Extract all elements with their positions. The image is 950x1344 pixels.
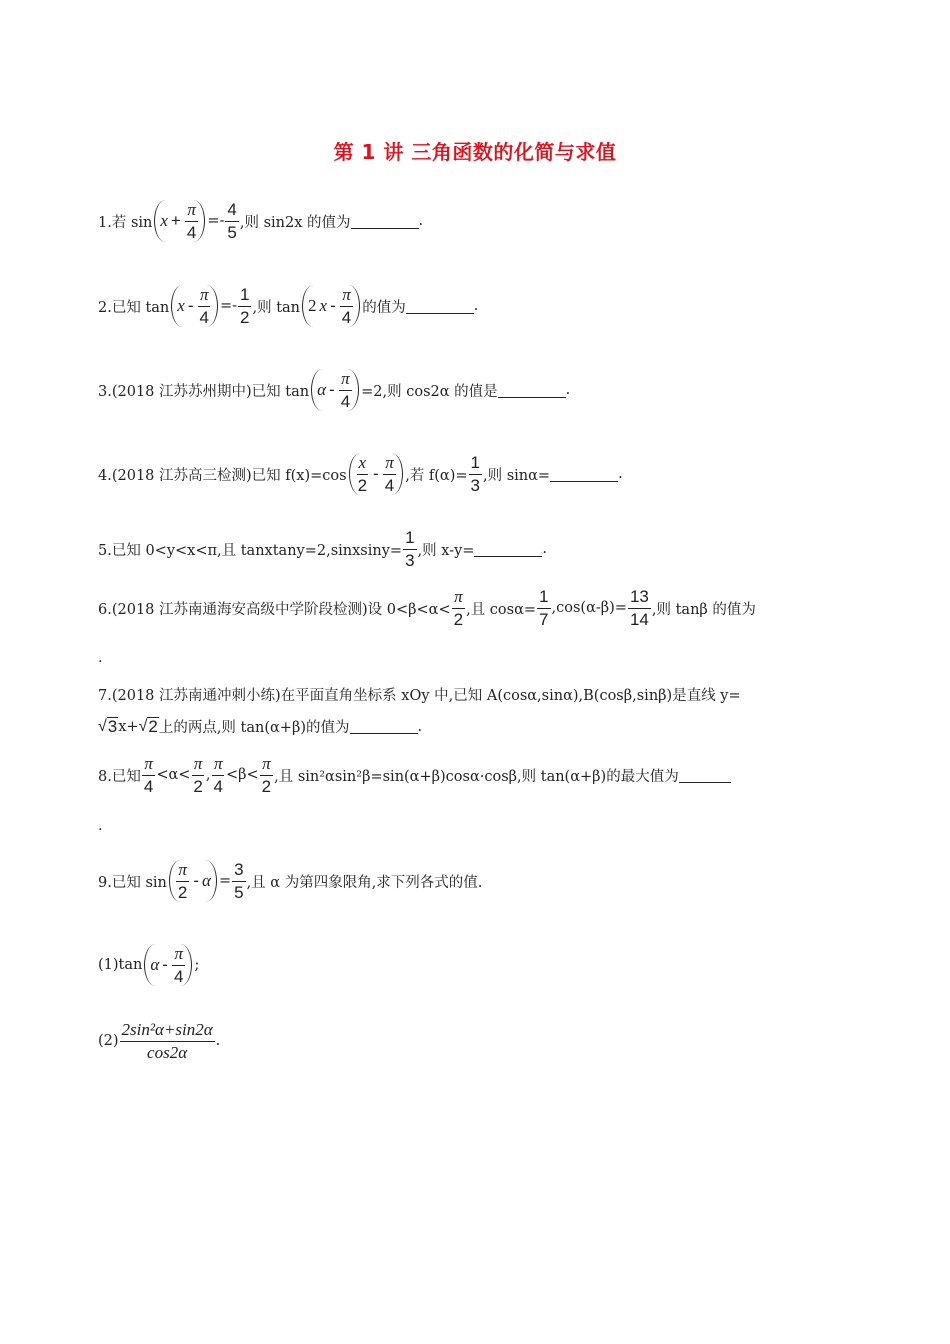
question-4 <box>98 453 623 495</box>
q6-fraction-1-7 <box>537 587 550 629</box>
q2-pi-over-4-2 <box>340 285 353 327</box>
question-9-part-2 <box>98 1020 220 1062</box>
q2-den: 2 <box>240 307 250 327</box>
q4-x-over-2 <box>356 453 369 495</box>
question-7-line-2 <box>98 716 422 737</box>
q6-num13: 13 <box>628 587 651 609</box>
q6-mid2: ,cos(α-β)= <box>551 600 627 617</box>
q1-var-x: x <box>160 211 168 231</box>
q6-fraction-13-14 <box>628 587 651 629</box>
q4-end: . <box>618 466 623 483</box>
question-9-part-1 <box>98 944 199 986</box>
q9-fraction-3-5 <box>232 860 245 902</box>
q5-suffix: ,则 x-y= <box>417 542 475 559</box>
q3-suffix: =2,则 cos2α 的值是 <box>361 383 498 400</box>
q1-plus: + <box>170 211 181 231</box>
q8-trailing-period: . <box>98 818 103 834</box>
q3-prefix: 3.(2018 江苏苏州期中)已知 tan <box>98 383 310 400</box>
q6-two: 2 <box>453 609 464 629</box>
q9-p1-paren-expression <box>144 944 192 986</box>
q4-fraction-1-3 <box>469 453 482 495</box>
q7-three: 3 <box>107 716 118 736</box>
q4-pi-over-4 <box>383 453 396 495</box>
q7-sqrt-2 <box>139 717 159 737</box>
q2-minus: - <box>187 296 194 316</box>
q8-answer-blank[interactable] <box>679 768 731 783</box>
q1-prefix: 1.若 sin <box>98 214 153 231</box>
q8-prefix: 8.已知 <box>98 768 141 785</box>
sqrt-icon: √ <box>138 718 148 736</box>
q7-xplus: x+ <box>118 718 139 735</box>
q9-two: 2 <box>177 882 188 902</box>
q9-pi-over-2 <box>176 860 189 902</box>
question-2 <box>98 285 478 327</box>
q4-num: 1 <box>469 453 482 475</box>
q3-four: 4 <box>340 391 351 411</box>
q9-p2-label: (2) <box>98 1033 119 1050</box>
q5-end: . <box>542 541 548 558</box>
q9-p2-fraction <box>120 1020 215 1062</box>
q1-num: 4 <box>225 200 238 222</box>
q2-four2: 4 <box>341 307 352 327</box>
q5-num: 1 <box>403 528 416 550</box>
q5-den: 3 <box>405 550 415 570</box>
q9-alpha: α <box>202 871 211 891</box>
question-3 <box>98 369 570 411</box>
q2-var-x: x <box>177 296 185 316</box>
q8-four3: 4 <box>213 776 223 796</box>
q9-num: 3 <box>232 860 245 882</box>
q8-pi2: π <box>192 754 205 776</box>
q8-pi-over-4-a <box>142 754 155 796</box>
q1-fraction-4-5 <box>225 200 238 242</box>
q4-answer-blank[interactable] <box>550 467 618 482</box>
q8-pi-over-2-b <box>260 754 273 796</box>
q2-var-x2: x <box>319 296 328 316</box>
q2-two: 2 <box>308 296 317 316</box>
q1-answer-blank[interactable] <box>351 214 419 229</box>
q6-num1: 1 <box>537 587 550 609</box>
q9-minus: - <box>193 871 200 891</box>
q3-answer-blank[interactable] <box>498 383 566 398</box>
q4-prefix: 4.(2018 江苏高三检测)已知 f(x)=cos <box>98 467 347 484</box>
q1-equals-neg: =- <box>207 213 225 230</box>
q3-minus: - <box>329 380 335 400</box>
q9-p1-alpha: α <box>150 955 160 975</box>
q8-comma: , <box>205 767 211 784</box>
q1-den: 5 <box>227 222 237 242</box>
q8-lt2: <β< <box>225 767 259 784</box>
q4-den: 3 <box>470 475 480 495</box>
question-8 <box>98 754 731 796</box>
q2-prefix: 2.已知 tan <box>98 299 170 316</box>
q9-p2-numerator: 2sin²α+sin2α <box>120 1020 215 1042</box>
sqrt-icon: √ <box>98 718 107 736</box>
q6-trailing-period: . <box>98 650 103 666</box>
q1-pi: π <box>185 200 198 222</box>
page-title: 第 1 讲 三角函数的化简与求值 <box>333 140 617 164</box>
question-7-line-1 <box>98 684 741 705</box>
q5-prefix: 5.已知 0<y<x<π,且 tanxtany=2,sinxsiny= <box>98 542 403 559</box>
q7-suffix: 上的两点,则 tan(α+β)的值为 <box>158 720 350 736</box>
q3-pi: π <box>339 369 352 391</box>
q2-end: . <box>473 298 479 315</box>
q9-pi: π <box>176 860 189 882</box>
q7-sqrt-3 <box>98 717 118 737</box>
q8-four1: 4 <box>143 776 154 796</box>
q9-prefix: 9.已知 sin <box>98 874 167 891</box>
q2-paren-expression-2 <box>302 285 360 327</box>
q2-mid: ,则 tan <box>252 299 301 316</box>
q8-pi3: π <box>212 754 225 776</box>
q9-p1-minus: - <box>162 955 168 975</box>
q1-pi-over-4 <box>185 200 198 242</box>
q9-p1-end: ; <box>194 957 200 974</box>
q9-p2-denominator: cos2α <box>147 1042 188 1062</box>
q4-mid: ,若 f(α)= <box>405 467 468 484</box>
q3-alpha: α <box>317 380 327 400</box>
question-9 <box>98 860 482 902</box>
q4-paren-expression <box>349 453 404 495</box>
q9-p1-pi: π <box>172 944 185 966</box>
q9-eq: = <box>218 873 232 890</box>
q2-equals-neg: =- <box>219 298 238 315</box>
question-5 <box>98 528 547 570</box>
q1-suffix: ,则 sin2x 的值为 <box>239 214 351 231</box>
q1-paren-expression <box>154 200 205 242</box>
q4-two: 2 <box>357 475 368 495</box>
q8-suffix: ,且 sin²αsin²β=sin(α+β)cosα·cosβ,则 tan(α+β)的最大值为 <box>274 768 679 785</box>
q1-four: 4 <box>186 222 197 242</box>
q9-p1-four: 4 <box>173 966 184 986</box>
q9-p2-end: . <box>215 1033 221 1050</box>
q7-line1: 7.(2018 江苏南通冲刺小练)在平面直角坐标系 xOy 中,已知 A(cosα,sinα),B(cosβ,sinβ)是直线 y= <box>98 688 741 704</box>
q8-pi-over-2-a <box>191 754 204 796</box>
q2-fraction-1-2 <box>238 285 251 327</box>
q2-pi-over-4 <box>197 285 210 327</box>
q2-paren-expression-1 <box>171 285 218 327</box>
q4-pi: π <box>383 453 396 475</box>
q8-pi1: π <box>142 754 155 776</box>
q2-answer-blank[interactable] <box>406 299 474 314</box>
q4-suffix: ,则 sinα= <box>483 467 551 484</box>
q3-pi-over-4 <box>339 369 352 411</box>
q8-lt1: <α< <box>156 767 191 784</box>
q7-end: . <box>417 718 423 735</box>
q8-pi4: π <box>260 754 273 776</box>
q9-p1-pi-over-4 <box>172 944 185 986</box>
q6-mid1: ,且 cosα= <box>466 601 537 618</box>
q9-paren-expression <box>169 860 217 902</box>
q6-prefix: 6.(2018 江苏南通海安高级中学阶段检测)设 0<β<α< <box>98 601 451 618</box>
q4-four: 4 <box>384 475 395 495</box>
q2-num: 1 <box>238 285 251 307</box>
q6-pi-over-2 <box>452 587 465 629</box>
q9-suffix: ,且 α 为第四象限角,求下列各式的值. <box>246 874 483 891</box>
q9-den: 5 <box>234 882 244 902</box>
q4-x: x <box>357 453 369 475</box>
question-6 <box>98 587 756 629</box>
q5-answer-blank[interactable] <box>474 542 542 557</box>
q6-den14: 14 <box>629 609 649 629</box>
q8-two2: 2 <box>193 776 203 796</box>
q5-fraction-1-3 <box>403 528 416 570</box>
q3-end: . <box>565 382 571 399</box>
q2-pi2: π <box>340 285 353 307</box>
q8-pi-over-4-b <box>211 754 224 796</box>
q9-p1-label: (1)tan <box>98 957 143 974</box>
q2-minus2: - <box>330 296 336 316</box>
q1-end: . <box>418 213 424 230</box>
q4-minus: - <box>373 464 379 484</box>
q7-answer-blank[interactable] <box>350 719 418 734</box>
q8-two4: 2 <box>261 776 272 796</box>
question-1 <box>98 200 423 242</box>
q6-suffix: ,则 tanβ 的值为 <box>651 601 756 618</box>
q7-two: 2 <box>148 716 158 736</box>
q3-paren-expression <box>311 369 359 411</box>
q2-pi: π <box>198 285 211 307</box>
q2-suffix: 的值为 <box>362 299 406 316</box>
q6-den7: 7 <box>539 609 549 629</box>
q6-pi: π <box>452 587 465 609</box>
q2-four: 4 <box>199 307 209 327</box>
